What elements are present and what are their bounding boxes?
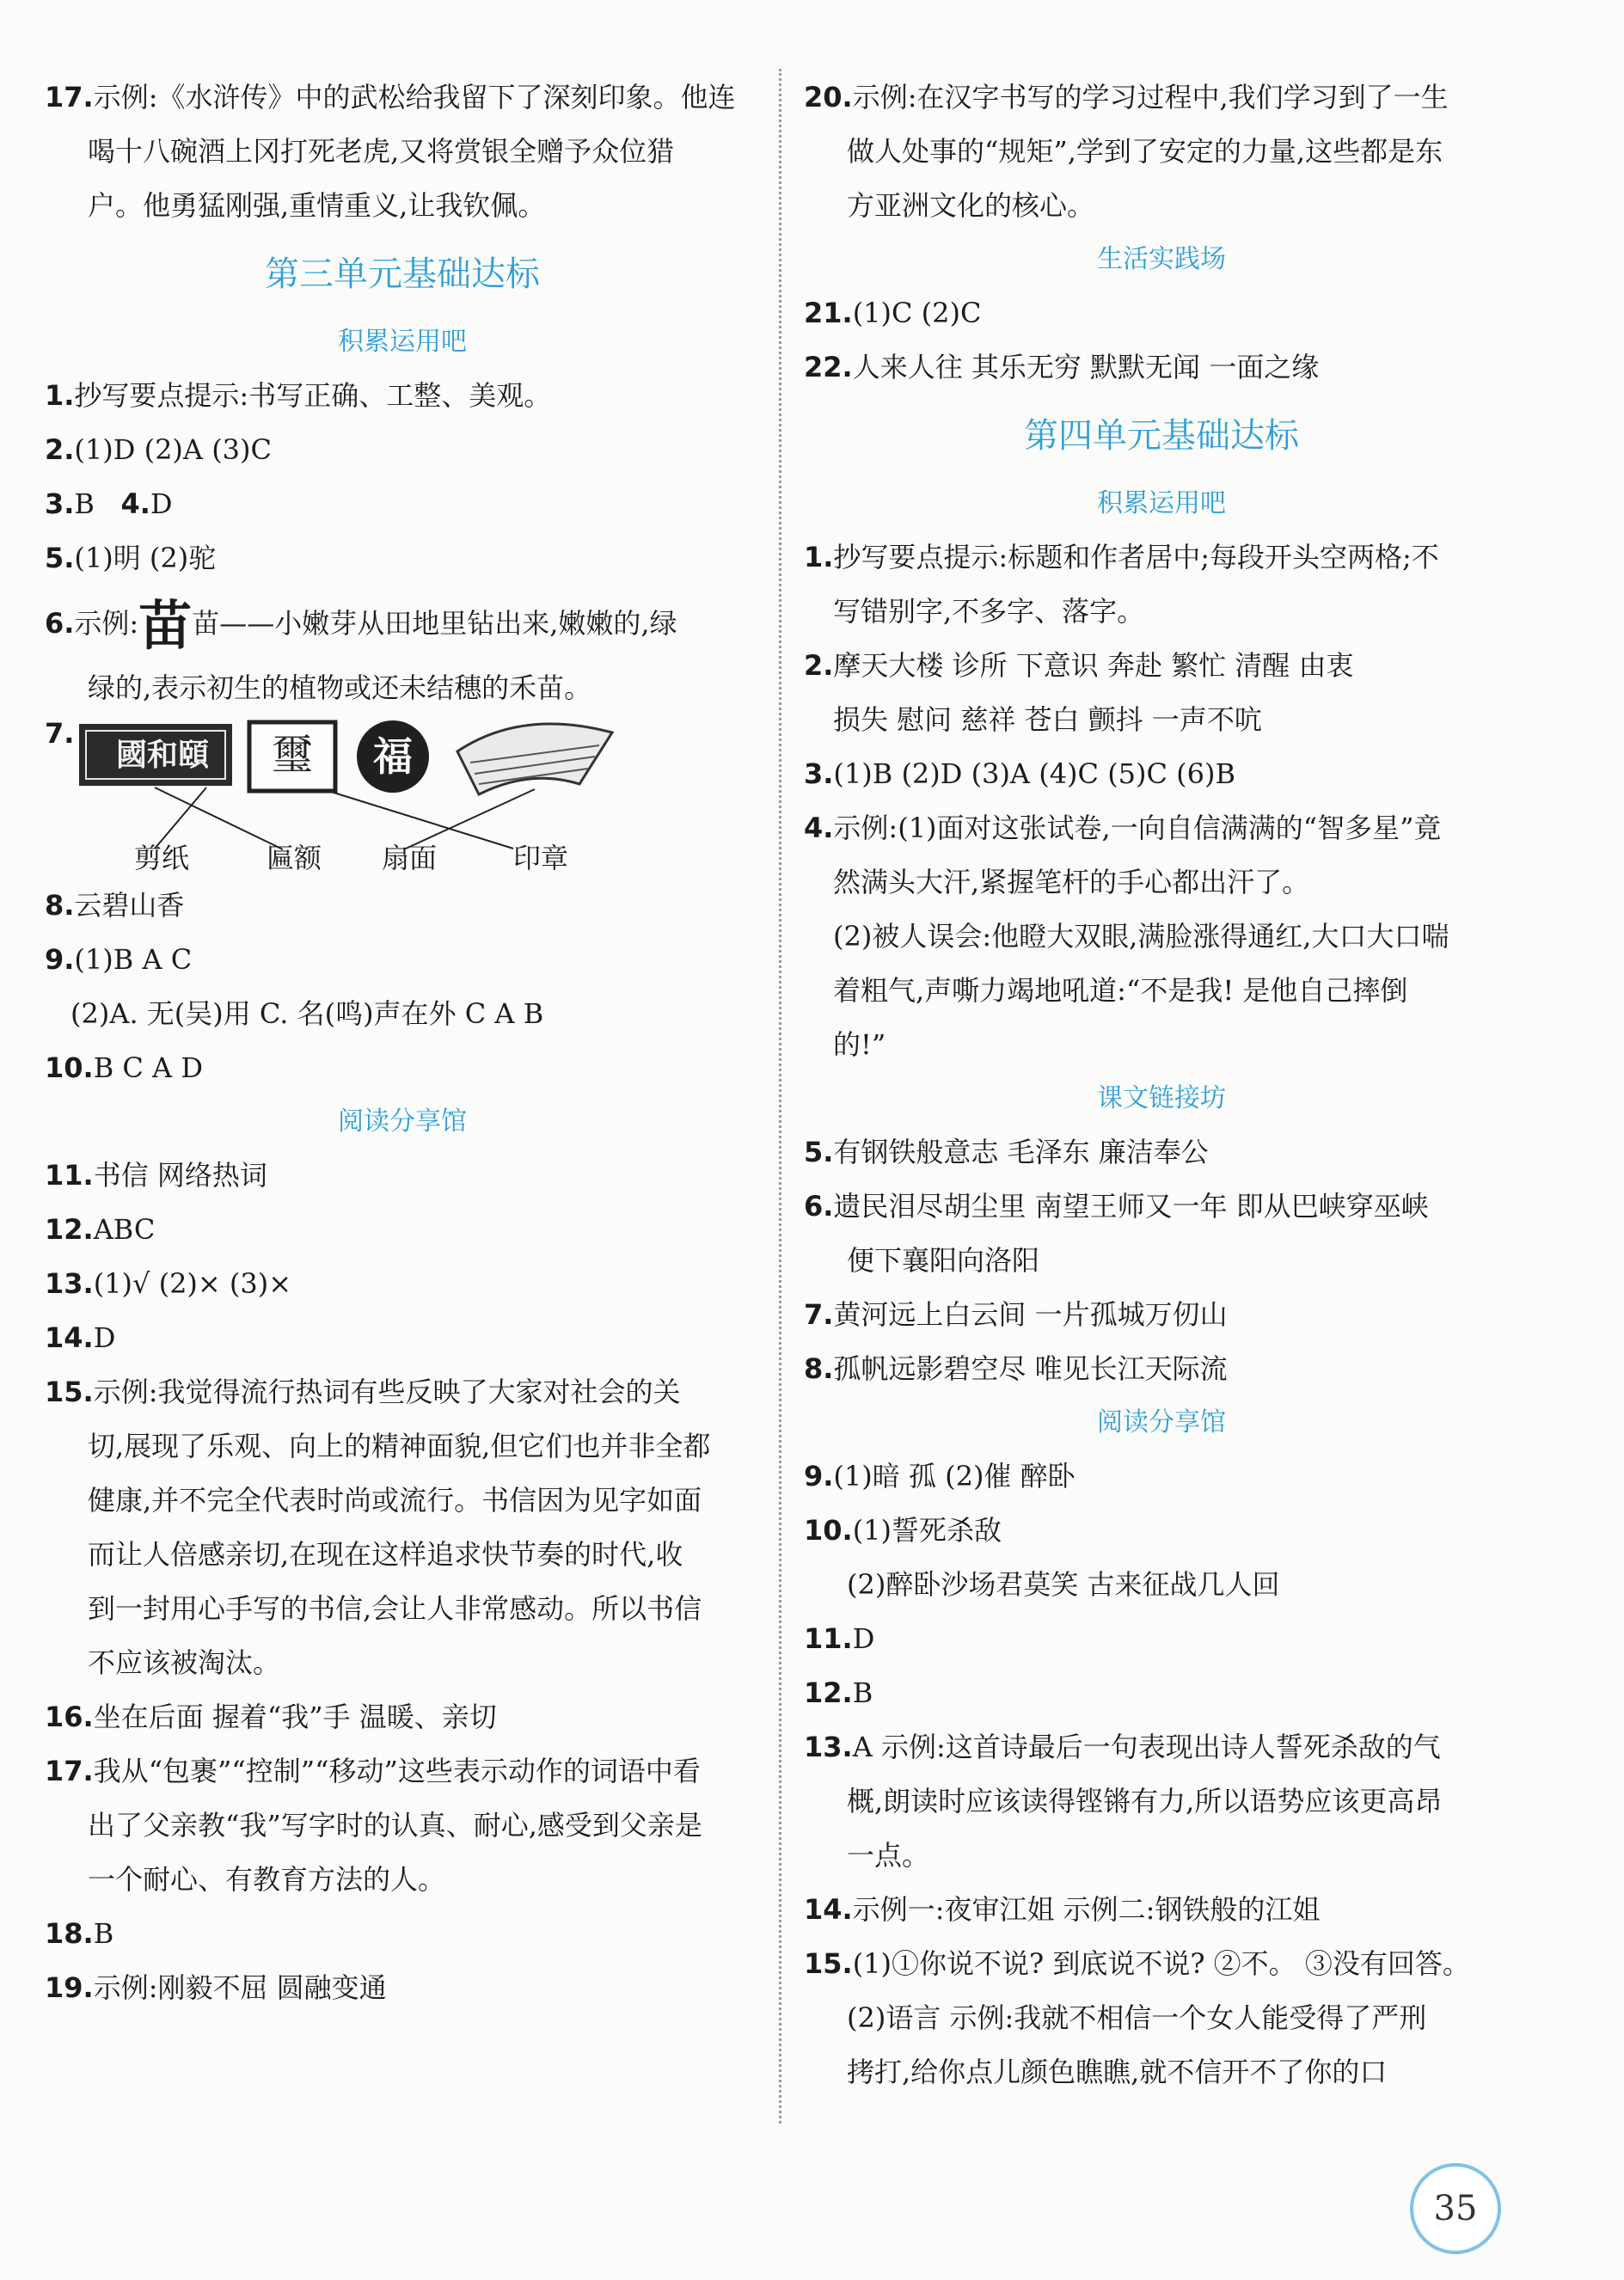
answer-left-15-line6: 不应该被淘汰。: [88, 1646, 281, 1679]
answer-right-21: 21.(1)C (2)C: [804, 297, 982, 329]
answer-right-14: 14.示例一:夜审江姐 示例二:钢铁般的江姐: [804, 1893, 1321, 1926]
left-column: [45, 70, 760, 2015]
answer-right-9: 9.(1)暗 孤 (2)催 醉卧: [804, 1460, 1076, 1492]
answer-left-1: 1.抄写要点提示:书写正确、工整、美观。: [45, 379, 552, 412]
section-accum-left: 积累运用吧: [338, 327, 467, 357]
answer-left-17b-line3: 一个耐心、有教育方法的人。: [88, 1863, 446, 1896]
answer-left-15: 15.示例:我觉得流行热词有些反映了大家对社会的关: [45, 1376, 681, 1408]
answer-right-13-line2: 概,朗读时应该读得铿锵有力,所以语势应该更高昂: [847, 1785, 1443, 1817]
match-line: [328, 791, 513, 849]
answer-right-6: 6.遗民泪尽胡尘里 南望王师又一年 即从巴峡穿巫峡: [804, 1190, 1429, 1223]
match-line: [406, 789, 535, 849]
answer-right-2: 2.摩天大楼 诊所 下意识 奔赴 繁忙 清醒 由衷: [804, 649, 1354, 682]
caption-fan: 扇面: [382, 842, 438, 874]
seal-text: 璽: [271, 731, 313, 779]
answer-right-13: 13.A 示例:这首诗最后一句表现出诗人誓死杀敌的气: [804, 1731, 1441, 1763]
answer-left-16: 16.坐在后面 握着“我”手 温暖、亲切: [45, 1701, 497, 1733]
plaque-text: 國和頤: [115, 737, 209, 773]
answer-right-6-line2: 便下襄阳向洛阳: [847, 1244, 1040, 1277]
answer-left-10: 10.B C A D: [45, 1051, 203, 1084]
unit3-title: 第三单元基础达标: [265, 254, 540, 294]
answer-right-4-line2: 然满头大汗,紧握笔杆的手心都出汗了。: [833, 866, 1310, 898]
answer-left-14: 14.D: [45, 1321, 116, 1354]
answer-right-1-line2: 写错别字,不多字、落字。: [833, 595, 1145, 628]
answer-right-22: 22.人来人往 其乐无穷 默默无闻 一面之缘: [804, 351, 1320, 383]
ancient-character-glyph: 苗: [138, 593, 193, 657]
answer-left-3-4: 3.B 4.D: [45, 487, 173, 520]
caption-papercut: 剪纸: [134, 842, 190, 874]
answer-right-4-line5: 的!”: [833, 1028, 886, 1061]
answer-right-1: 1.抄写要点提示:标题和作者居中;每段开头空两格;不: [804, 541, 1439, 573]
answer-right-3: 3.(1)B (2)D (3)A (4)C (5)C (6)B: [804, 757, 1236, 790]
match-line: [155, 788, 281, 849]
answer-left-9-line2: (2)A. 无(吴)用 C. 名(鸣)声在外 C A B: [70, 997, 544, 1030]
answer-left-6: 6.示例:苗苗——小嫩芽从田地里钻出来,嫩嫩的,绿: [45, 593, 677, 657]
answer-left-17-line3: 户。他勇猛刚强,重情重义,让我钦佩。: [88, 189, 546, 222]
answer-right-4-line4: 着粗气,声嘶力竭地吼道:“不是我! 是他自己摔倒: [833, 974, 1408, 1007]
caption-seal: 印章: [513, 842, 569, 874]
section-read-right: 阅读分享馆: [1097, 1407, 1226, 1437]
column-divider: [779, 69, 781, 2124]
answer-right-15-line3: 拷打,给你点儿颜色瞧瞧,就不信开不了你的口: [847, 2056, 1388, 2088]
answer-right-10-line2: (2)醉卧沙场君莫笑 古来征战几人回: [847, 1568, 1280, 1601]
answer-left-2: 2.(1)D (2)A (3)C: [45, 433, 272, 466]
answer-right-20-line3: 方亚洲文化的核心。: [847, 189, 1095, 222]
answer-right-10: 10.(1)誓死杀敌: [804, 1514, 1002, 1547]
answer-left-15-line4: 而让人倍感亲切,在现在这样追求快节奏的时代,收: [88, 1538, 683, 1571]
answer-left-12: 12.ABC: [45, 1213, 156, 1246]
answer-left-13: 13.(1)√ (2)× (3)×: [45, 1267, 292, 1300]
answer-right-8: 8.孤帆远影碧空尽 唯见长江天际流: [804, 1352, 1228, 1385]
section-read-left: 阅读分享馆: [338, 1106, 467, 1137]
answer-right-15-line2: (2)语言 示例:我就不相信一个女人能受得了严刑: [847, 2001, 1427, 2034]
answer-right-2-line2: 损失 慰问 慈祥 苍白 颤抖 一声不吭: [833, 703, 1262, 736]
answer-left-17: 17.示例:《水浒传》中的武松给我留下了深刻印象。他连: [45, 81, 736, 113]
answer-left-5: 5.(1)明 (2)驼: [45, 542, 217, 574]
answer-left-8: 8.云碧山香: [45, 889, 185, 922]
answer-left-17b: 17.我从“包裹”“控制”“移动”这些表示动作的词语中看: [45, 1755, 701, 1787]
unit4-title: 第四单元基础达标: [1024, 416, 1299, 456]
section-life-practice: 生活实践场: [1097, 244, 1226, 274]
answer-right-4-line3: (2)被人误会:他瞪大双眼,满脸涨得通红,大口大口喘: [833, 920, 1449, 953]
answer-left-9: 9.(1)B A C: [45, 943, 193, 976]
section-accum-right: 积累运用吧: [1097, 488, 1226, 518]
answer-left-6-line2: 绿的,表示初生的植物或还未结穗的禾苗。: [88, 671, 592, 704]
answer-left-17-line2: 喝十八碗酒上冈打死老虎,又将赏银全赠予众位猎: [88, 135, 675, 168]
answer-left-15-line3: 健康,并不完全代表时尚或流行。书信因为见字如面: [88, 1484, 702, 1517]
answer-right-15: 15.(1)①你说不说? 到底说不说? ②不。 ③没有回答。: [804, 1947, 1470, 1980]
answer-right-12: 12.B: [804, 1676, 873, 1709]
answer-right-11: 11.D: [804, 1622, 875, 1655]
right-column: [804, 70, 1519, 2099]
match-line: [155, 788, 206, 849]
answer-right-5: 5.有钢铁般意志 毛泽东 廉洁奉公: [804, 1136, 1209, 1168]
answer-left-19: 19.示例:刚毅不屈 圆融变通: [45, 1971, 387, 2004]
fu-text: 福: [373, 733, 413, 780]
answer-left-11: 11.书信 网络热词: [45, 1159, 267, 1192]
answer-right-13-line3: 一点。: [847, 1839, 930, 1872]
answer-right-20: 20.示例:在汉字书写的学习过程中,我们学习到了一生: [804, 81, 1449, 113]
answer-left-15-line5: 到一封用心手写的书信,会让人非常感动。所以书信: [88, 1592, 702, 1625]
answer-left-15-line2: 切,展现了乐观、向上的精神面貌,但它们也并非全都: [88, 1430, 711, 1462]
answer-right-7: 7.黄河远上白云间 一片孤城万仞山: [804, 1298, 1228, 1331]
answer-right-20-line2: 做人处事的“规矩”,学到了安定的力量,这些都是东: [847, 135, 1443, 168]
answer-left-17b-line2: 出了父亲教“我”写字时的认真、耐心,感受到父亲是: [88, 1809, 702, 1842]
answer-left-7-figure: 7. 國和頤 璽 福 剪纸 匾额 扇面 印章: [45, 715, 760, 879]
answer-right-4: 4.示例:(1)面对这张试卷,一向自信满满的“智多星”竟: [804, 812, 1442, 844]
section-text-link: 课文链接坊: [1097, 1083, 1226, 1113]
caption-plaque: 匾额: [267, 842, 322, 874]
page-number: 35: [1410, 2163, 1501, 2254]
answer-left-18: 18.B: [45, 1917, 114, 1950]
